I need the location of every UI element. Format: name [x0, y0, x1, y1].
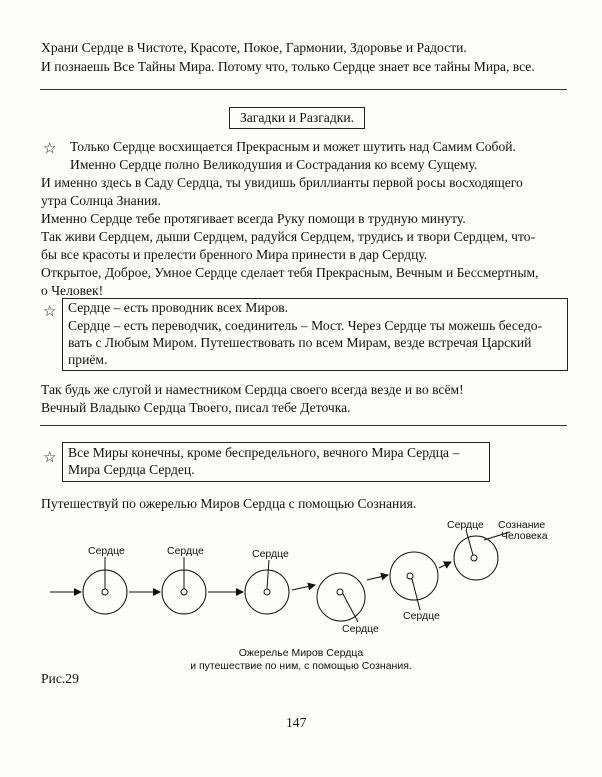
heart-dot [337, 589, 343, 595]
leader-line [466, 530, 473, 555]
box1-line-4: приём. [68, 352, 108, 367]
heart-label: Сердце [252, 548, 289, 560]
block1-line-9: о Человек! [41, 283, 104, 298]
heart-dot [264, 589, 270, 595]
consciousness-label-1: Сознание [498, 519, 546, 531]
star-icon: ☆ [43, 448, 57, 466]
block1-line-7: бы все красоты и прелести бренного Мира принести в дар Сердцу. [41, 247, 428, 262]
star-icon: ☆ [43, 302, 57, 320]
heart-label: Сердце [403, 610, 440, 622]
heart-dot [407, 573, 413, 579]
closing-line-1: Так будь же слугой и наместником Сердца своего всегда везде и во всём! [41, 382, 464, 397]
box2-line-1: Все Миры конечны, кроме беспредельного, вечного Мира Сердца – [68, 445, 460, 460]
block1-line-6: Так живи Сердцем, дыши Сердцем, радуйся Сердцем, трудись и твори Сердцем, что- [41, 229, 536, 244]
arrow [439, 562, 451, 568]
box1-line-2: Сердце – есть переводчик, соединитель – Мост. Через Сердце ты можешь беседо- [68, 318, 543, 333]
heart-dot [102, 589, 108, 595]
box1-line-1: Сердце – есть проводник всех Миров. [68, 300, 289, 315]
star-icon: ☆ [43, 139, 57, 157]
block1-line-3: И именно здесь в Саду Сердца, ты увидишь бриллианты первой росы восходящего [41, 175, 523, 190]
leader-line [343, 594, 358, 622]
consciousness-label-2: Человека [501, 530, 548, 542]
heart-dot [471, 555, 477, 561]
block1-line-5: Именно Сердце тебе протягивает всегда Руку помощи в трудную минуту. [41, 211, 466, 226]
world-circle [390, 552, 438, 600]
arrow [292, 585, 315, 590]
leader-line [267, 560, 269, 589]
box2-line-2: Мира Сердца Сердец. [68, 462, 195, 477]
figure-label: Рис.29 [41, 671, 79, 686]
heart-dot [181, 589, 187, 595]
heart-label: Сердце [88, 545, 125, 557]
section-title: Загадки и Разгадки. [239, 110, 355, 125]
intro-line-2: И познаешь Все Тайны Мира. Потому что, только Сердце знает все тайны Мира, все. [41, 59, 535, 74]
block1-line-2: Именно Сердце полно Великодушия и Сострадания ко всему Сущему. [70, 157, 478, 172]
box1-line-3: вать с Любым Миром. Путешествовать по всем Мирам, везде встречая Царский [68, 335, 532, 350]
heart-label: Сердце [447, 519, 484, 531]
diagram-caption-2: и путешествие по ним, с помощью Сознания. [190, 660, 412, 672]
intro-line-1: Храни Сердце в Чистоте, Красоте, Покое, Гармонии, Здоровье и Радости. [41, 40, 467, 55]
world-circle [454, 536, 498, 580]
world-circle [245, 570, 289, 614]
closing-line-2: Вечный Владыко Сердца Твоего, писал тебе Деточка. [41, 400, 351, 415]
block1-line-1: Только Сердце восхищается Прекрасным и может шутить над Самим Собой. [70, 139, 516, 154]
journey-line: Путешествуй по ожерелью Миров Сердца с помощью Сознания. [41, 496, 417, 511]
page-number: 147 [286, 715, 307, 730]
world-circle [317, 573, 365, 621]
block1-line-4: утра Солнца Знания. [41, 193, 161, 208]
diagram-caption-1: Ожерелье Миров Сердца [238, 647, 364, 659]
leader-line [412, 579, 420, 610]
heart-label: Сердце [167, 545, 204, 557]
heart-label: Сердце [342, 623, 379, 635]
block1-line-8: Открытое, Доброе, Умное Сердце сделает тебя Прекрасным, Вечным и Бессмертным, [41, 265, 539, 280]
arrow [367, 575, 388, 580]
